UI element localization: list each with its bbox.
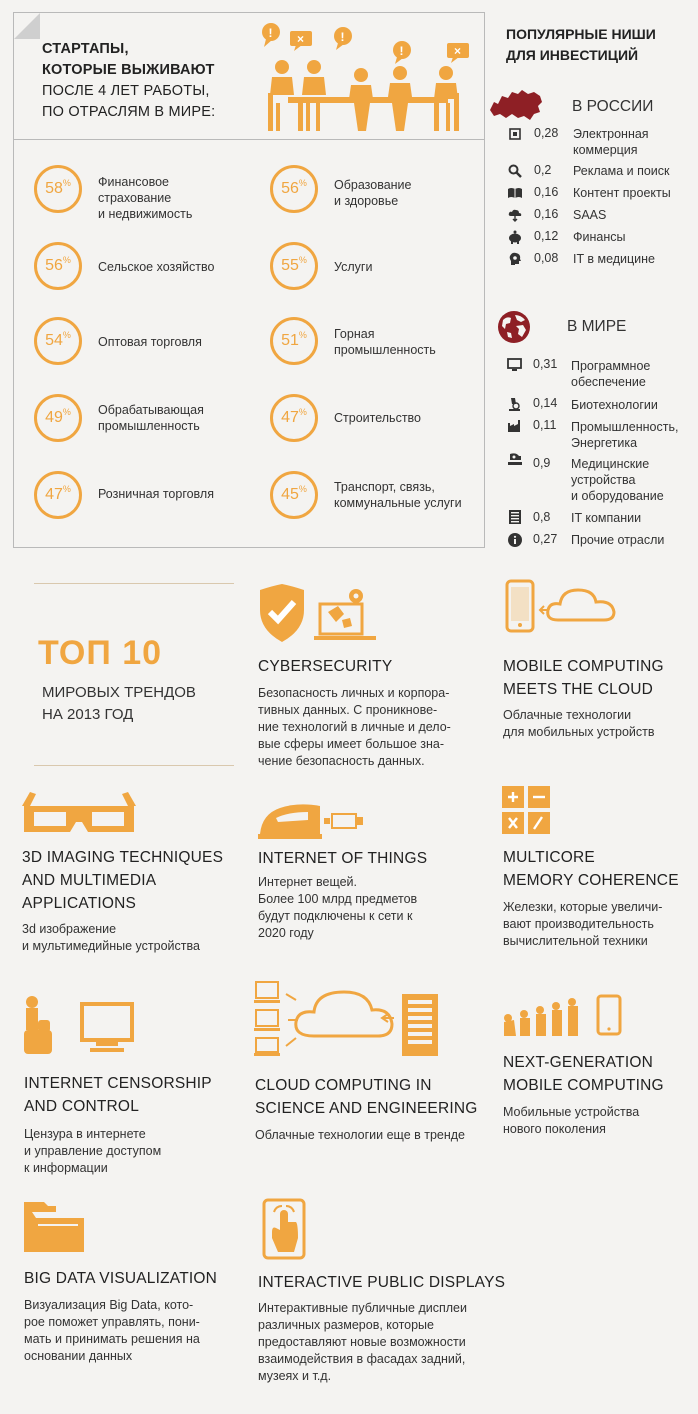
calculator-icon xyxy=(502,786,550,834)
svg-text:!: ! xyxy=(340,30,345,44)
3d-glasses-icon xyxy=(22,792,136,836)
monitor-icon xyxy=(507,358,522,372)
book-icon xyxy=(507,186,523,200)
divider xyxy=(34,583,234,584)
trend-title-3d: 3D IMAGING TECHNIQUES AND MULTIMEDIA APPLICATIONS xyxy=(22,849,224,912)
divider xyxy=(34,765,234,766)
trend-title-public-displays: INTERACTIVE PUBLIC DISPLAYS xyxy=(258,1274,506,1291)
trend-desc-cybersecurity: Безопасность личных и корпора- тивных данных. С проникнове- ние технологий в личные и дело- вые сферы имеет большое зна- чение безопасность данных. xyxy=(258,686,451,768)
trend-title-censorship: INTERNET CENSORSHIP AND CONTROL xyxy=(24,1075,212,1115)
top10-subtitle: МИРОВЫХ ТРЕНДОВ НА 2013 ГОД xyxy=(42,684,196,723)
startups-title-line2: КОТОРЫЕ ВЫЖИВАЮТ xyxy=(42,62,215,78)
percent-ring: 45 % xyxy=(270,471,318,519)
percent-ring: 47 % xyxy=(34,471,82,519)
trend-title-big-data: BIG DATA VISUALIZATION xyxy=(24,1270,218,1287)
percent-ring: 54 % xyxy=(34,317,82,365)
trend-desc-multicore: Железки, которые увеличи- вают производительность вычислительной техники xyxy=(503,900,663,948)
svg-text:×: × xyxy=(454,44,462,58)
trend-title-cybersecurity: CYBERSECURITY xyxy=(258,658,393,675)
trend-title-mobile-cloud: MOBILE COMPUTING MEETS THE CLOUD xyxy=(503,658,664,698)
trend-title-multicore: MULTICORE MEMORY COHERENCE xyxy=(503,849,679,889)
stat-manufacturing: 49 % Обрабатывающая промышленность xyxy=(34,394,264,450)
evolution-phone-icon xyxy=(502,994,626,1038)
top10-heading: ТОП 10 xyxy=(38,634,163,672)
medical-device-icon xyxy=(507,452,523,466)
percent-ring: 51 % xyxy=(270,317,318,365)
chip-icon xyxy=(508,127,522,141)
trend-desc-public-displays: Интерактивные публичные дисплеи различных размеров, которые предоставляют новые возможности взаимодействия в фасадах задний, музеях и т.д. xyxy=(258,1301,467,1383)
stat-construction: 47 % Строительство xyxy=(270,394,500,450)
trend-desc-mobile-cloud: Облачные технологии для мобильных устройств xyxy=(503,708,655,739)
stat-education: 56 % Образование и здоровье xyxy=(270,165,500,221)
percent-ring: 55 % xyxy=(270,242,318,290)
info-icon xyxy=(508,533,522,547)
iron-usb-icon xyxy=(258,800,364,840)
svg-text:!: ! xyxy=(399,44,404,58)
startups-title xyxy=(42,39,215,81)
shield-laptop-icon xyxy=(258,584,376,644)
world-title: В МИРЕ xyxy=(567,318,627,335)
stat-wholesale: 54 % Оптовая торговля xyxy=(34,317,264,373)
stat-finance: 58 % Финансовое страхование и недвижимость xyxy=(34,165,264,221)
percent-ring: 47 % xyxy=(270,394,318,442)
trend-desc-3d: 3d изображение и мультимедийные устройства xyxy=(22,922,200,953)
folded-corner xyxy=(14,13,40,39)
percent-ring: 49 % xyxy=(34,394,82,442)
trend-desc-next-gen: Мобильные устройства нового поколения xyxy=(503,1105,640,1136)
microscope-icon xyxy=(507,397,521,411)
globe-icon xyxy=(497,310,531,344)
folder-icon xyxy=(24,1202,84,1252)
trend-title-next-gen: NEXT-GENERATION MOBILE COMPUTING xyxy=(503,1054,664,1094)
hush-monitor-icon xyxy=(24,996,136,1056)
stat-mining: 51 % Горная промышленность xyxy=(270,317,500,373)
startups-title-line1: СТАРТАПЫ, xyxy=(42,41,129,57)
trend-title-iot: INTERNET OF THINGS xyxy=(258,850,428,867)
stat-agriculture: 56 % Сельское хозяйство xyxy=(34,242,264,298)
trend-desc-big-data: Визуализация Big Data, кото- рое поможет управлять, пони- мать и принимать решения на основании данных xyxy=(24,1298,200,1363)
percent-ring: 58 % xyxy=(34,165,82,213)
stat-services: 55 % Услуги xyxy=(270,242,500,298)
startups-subtitle-line1: ПОСЛЕ 4 ЛЕТ РАБОТЫ, xyxy=(42,83,210,99)
server-icon xyxy=(508,510,522,524)
russia-map-icon xyxy=(488,88,544,124)
factory-icon xyxy=(507,419,521,433)
percent-ring: 56 % xyxy=(270,165,318,213)
startups-panel xyxy=(13,12,485,548)
svg-text:!: ! xyxy=(268,26,273,40)
percent-ring: 56 % xyxy=(34,242,82,290)
head-gear-icon xyxy=(508,252,522,266)
touch-display-icon xyxy=(262,1198,306,1260)
startups-header xyxy=(14,13,484,140)
niches-title: ПОПУЛЯРНЫЕ НИШИ ДЛЯ ИНВЕСТИЦИЙ xyxy=(506,26,656,63)
cloud-download-icon xyxy=(508,208,522,222)
trend-desc-censorship: Цензура в интернете и управление доступом к информации xyxy=(24,1127,162,1175)
trend-desc-cloud-science: Облачные технологии еще в тренде xyxy=(255,1128,466,1142)
svg-text:×: × xyxy=(297,32,305,46)
startups-subtitle-line2: ПО ОТРАСЛЯМ В МИРЕ: xyxy=(42,104,216,120)
stat-retail: 47 % Розничная торговля xyxy=(34,471,264,527)
search-icon xyxy=(508,164,522,178)
trend-desc-iot: Интернет вещей. Более 100 млрд предметов будут подключены к сети к 2020 году xyxy=(258,875,418,940)
stat-transport: 45 % Транспорт, связь, коммунальные услуги xyxy=(270,471,500,527)
meeting-illustration-icon xyxy=(254,23,479,135)
phone-cloud-icon xyxy=(504,578,624,634)
trend-title-cloud-science: CLOUD COMPUTING IN SCIENCE AND ENGINEERING xyxy=(255,1077,478,1117)
russia-title: В РОССИИ xyxy=(572,98,654,115)
piggy-bank-icon xyxy=(508,230,522,244)
cloud-network-icon xyxy=(254,980,442,1058)
